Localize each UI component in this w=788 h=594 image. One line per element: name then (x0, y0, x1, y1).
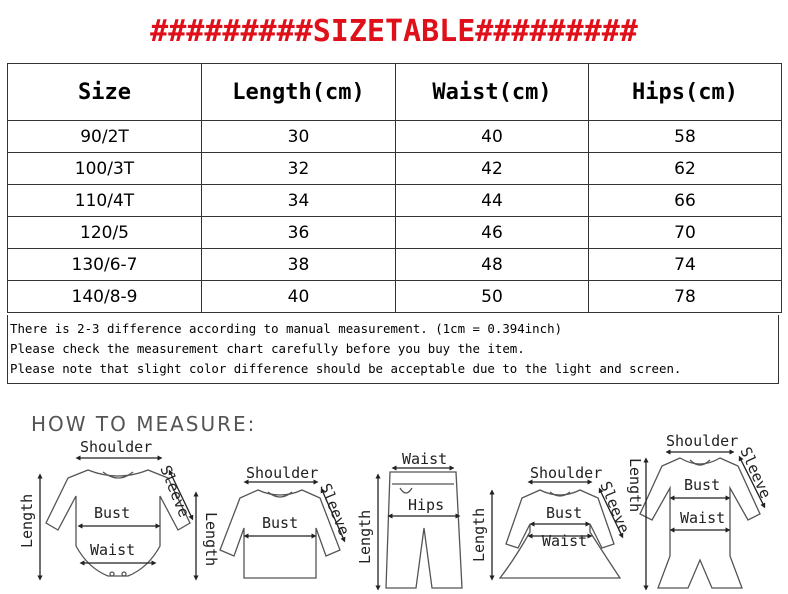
cell-size: 130/6-7 (8, 249, 202, 281)
fig3-hips-label: Hips (408, 496, 445, 514)
fig4-length-label: Length (470, 507, 488, 562)
table-row (8, 153, 782, 185)
how-to-measure-heading: HOW TO MEASURE: (31, 412, 257, 436)
note-line: Please check the measurement chart carefully before you buy the item. (10, 341, 525, 356)
cell-length: 38 (202, 249, 396, 281)
fig5-length-label: Length (626, 458, 644, 513)
fig2-bust-label: Bust (262, 514, 299, 532)
table-row (8, 217, 782, 249)
header-length: Length(cm) (202, 64, 396, 121)
cell-length: 32 (202, 153, 396, 185)
cell-size: 90/2T (8, 121, 202, 153)
cell-size: 140/8-9 (8, 281, 202, 313)
fig1-bust-label: Bust (94, 504, 131, 522)
notes-box (7, 315, 779, 384)
fig5-bust-label: Bust (684, 476, 721, 494)
fig3-waist-label: Waist (402, 450, 448, 468)
table-row (8, 249, 782, 281)
cell-waist: 42 (396, 153, 589, 185)
header-size: Size (8, 64, 202, 121)
note-line: Please note that slight color difference should be acceptable due to the light and screen. (10, 361, 682, 376)
pants-figure (378, 468, 462, 588)
cell-waist: 48 (396, 249, 589, 281)
cell-hips: 58 (589, 121, 782, 153)
cell-length: 30 (202, 121, 396, 153)
fig1-length-label: Length (18, 493, 36, 548)
table-row (8, 185, 782, 217)
fig1-waist-label: Waist (90, 541, 136, 559)
cell-hips: 66 (589, 185, 782, 217)
fig4-shoulder-label: Shoulder (530, 464, 603, 482)
size-table (7, 63, 782, 313)
fig5-shoulder-label: Shoulder (666, 432, 739, 450)
cell-hips: 78 (589, 281, 782, 313)
fig5-waist-label: Waist (680, 509, 726, 527)
cell-waist: 50 (396, 281, 589, 313)
cell-length: 40 (202, 281, 396, 313)
fig1-shoulder-label: Shoulder (80, 438, 153, 456)
cell-size: 120/5 (8, 217, 202, 249)
cell-size: 100/3T (8, 153, 202, 185)
table-row (8, 121, 782, 153)
header-hips: Hips(cm) (589, 64, 782, 121)
cell-hips: 62 (589, 153, 782, 185)
fig2-length-label: Length (202, 512, 220, 567)
fig2-shoulder-label: Shoulder (246, 464, 319, 482)
header-waist: Waist(cm) (396, 64, 589, 121)
measurement-diagrams (0, 428, 788, 594)
fig2-sleeve-label: Sleeve (316, 480, 354, 538)
fig4-bust-label: Bust (546, 504, 583, 522)
cell-length: 34 (202, 185, 396, 217)
fig5-sleeve-label: Sleeve (736, 444, 775, 502)
page-title: #########SIZETABLE######### (150, 14, 638, 49)
cell-waist: 40 (396, 121, 589, 153)
cell-length: 36 (202, 217, 396, 249)
note-line: There is 2-3 difference according to manual measurement. (1cm = 0.394inch) (10, 321, 563, 336)
cell-hips: 70 (589, 217, 782, 249)
cell-size: 110/4T (8, 185, 202, 217)
fig4-waist-label: Waist (542, 532, 588, 550)
table-row (8, 281, 782, 313)
table-header-row (8, 64, 782, 121)
cell-waist: 44 (396, 185, 589, 217)
fig1-sleeve-label: Sleeve (156, 462, 194, 520)
cell-waist: 46 (396, 217, 589, 249)
fig4-sleeve-label: Sleeve (596, 478, 634, 536)
fig3-length-label: Length (356, 509, 374, 564)
cell-hips: 74 (589, 249, 782, 281)
